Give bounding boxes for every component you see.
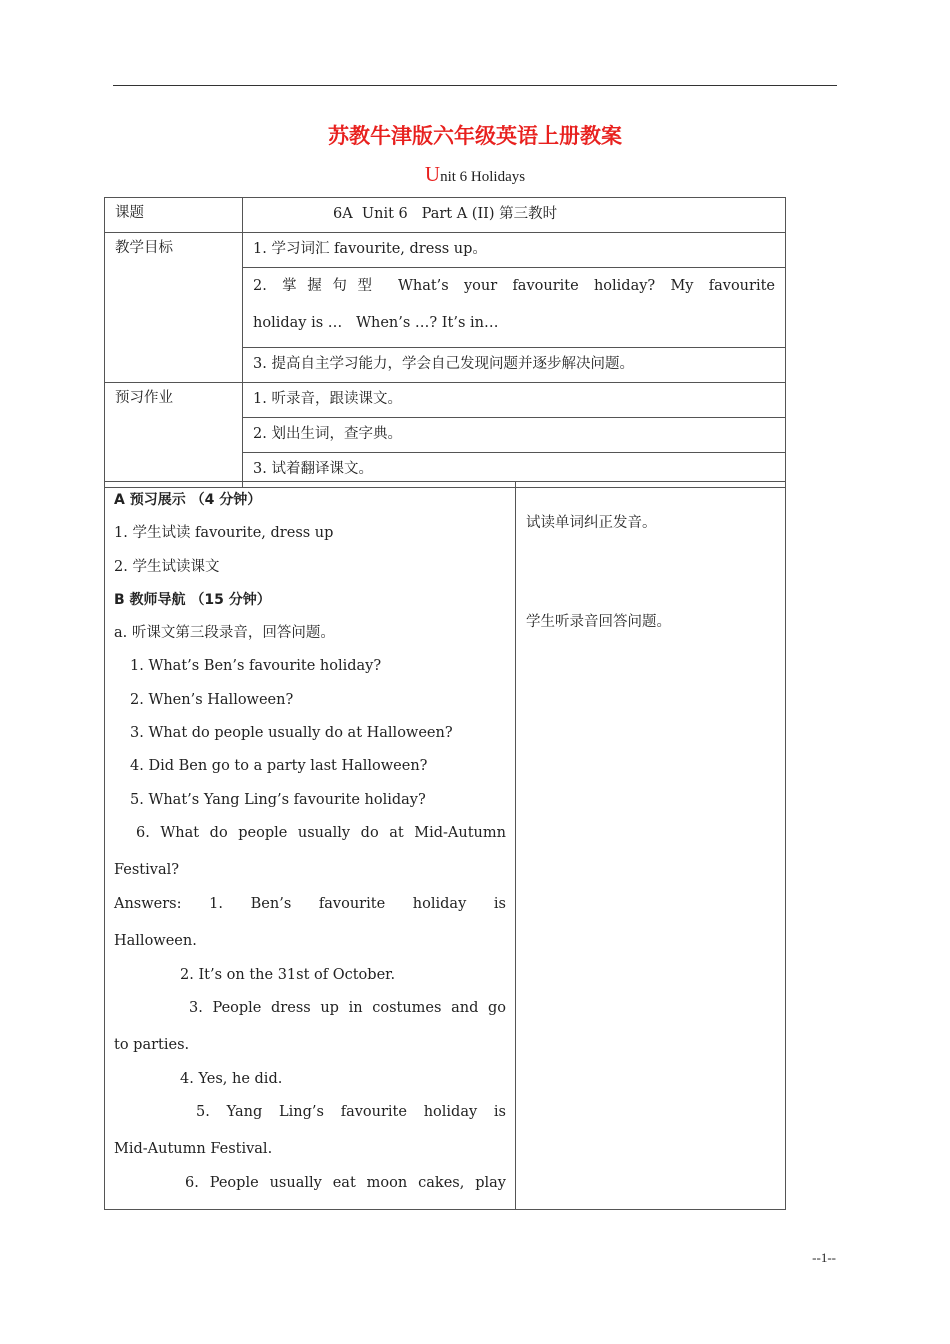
- document-title: 苏教牛津版六年级英语上册教案: [328, 124, 622, 148]
- question-2: 2. When’s Halloween?: [130, 691, 294, 708]
- goal-cell-3: [243, 348, 786, 383]
- question-1: 1. What’s Ben’s favourite holiday?: [130, 658, 382, 675]
- goal-1: 1. 学习词汇 favourite, dress up。: [253, 241, 487, 257]
- answer-1-line-2: Halloween.: [114, 933, 197, 950]
- question-6-line-2: Festival?: [114, 862, 180, 879]
- answer-1-line-1: Answers: 1. Ben’s favourite holiday is: [114, 895, 506, 912]
- prep-label: 预习作业: [115, 390, 173, 406]
- topic-value: 6A Unit 6 Part A (II) 第三教时: [333, 206, 558, 222]
- answer-6-line-1: 6. People usually eat moon cakes, play: [185, 1174, 506, 1191]
- document-subtitle: [0, 162, 950, 187]
- note-1: 试读单词纠正发音。: [526, 515, 657, 531]
- topic-value-cell: [243, 198, 786, 233]
- subtitle-rest: nit 6 Holidays: [440, 169, 526, 185]
- goals-label: 教学目标: [115, 240, 173, 256]
- goal-2-line-2: holiday is … When’s …? It’s in…: [253, 315, 499, 331]
- answer-5-line-1: 5. Yang Ling’s favourite holiday is: [196, 1103, 506, 1120]
- notes-column: [516, 482, 786, 1210]
- prep-1: 1. 听录音，跟读课文。: [253, 391, 402, 407]
- answer-3-line-2: to parties.: [114, 1037, 190, 1054]
- section-a-heading: A 预习展示 （4 分钟）: [114, 492, 262, 508]
- prep-2: 2. 划出生词，查字典。: [253, 426, 402, 442]
- prep-label-cell: [105, 383, 243, 488]
- listening-task: a. 听课文第三段录音，回答问题。: [114, 625, 335, 642]
- prep-cell-2: [243, 418, 786, 453]
- goals-label-cell: [105, 233, 243, 383]
- answer-4: 4. Yes, he did.: [180, 1070, 283, 1087]
- section-a-item-1: 1. 学生试读 favourite, dress up: [114, 525, 334, 542]
- answer-3-line-1: 3. People dress up in costumes and go: [189, 999, 506, 1016]
- header-rule: [113, 85, 837, 86]
- goal-2-line-1: 2. 掌握句型 What’s your favourite holiday? My favourite: [253, 278, 775, 294]
- note-2: 学生听录音回答问题。: [526, 614, 671, 631]
- section-b-heading: B 教师导航 （15 分钟）: [114, 591, 271, 608]
- topic-label: 课题: [115, 205, 144, 221]
- question-4: 4. Did Ben go to a party last Halloween?: [130, 758, 428, 775]
- goal-cell-2: [243, 268, 786, 348]
- prep-3: 3. 试着翻译课文。: [253, 461, 373, 477]
- lesson-info-table: [104, 197, 786, 488]
- answer-2: 2. It’s on the 31st of October.: [180, 966, 396, 983]
- topic-label-cell: [105, 198, 243, 233]
- page-number: --1--: [812, 1250, 836, 1265]
- goal-3: 3. 提高自主学习能力，学会自己发现问题并逐步解决问题。: [253, 356, 634, 372]
- section-a-item-2: 2. 学生试读课文: [114, 558, 220, 575]
- prep-cell-1: [243, 383, 786, 418]
- goal-cell-1: [243, 233, 786, 268]
- process-column: [105, 482, 516, 1210]
- question-6-line-1: 6. What do people usually do at Mid-Autumn: [136, 824, 506, 841]
- subtitle-initial: U: [424, 162, 441, 186]
- question-5: 5. What’s Yang Ling’s favourite holiday?: [130, 791, 426, 808]
- question-3: 3. What do people usually do at Halloween?: [130, 725, 453, 742]
- answer-5-line-2: Mid-Autumn Festival.: [114, 1141, 273, 1158]
- lesson-process-table: [104, 481, 786, 1210]
